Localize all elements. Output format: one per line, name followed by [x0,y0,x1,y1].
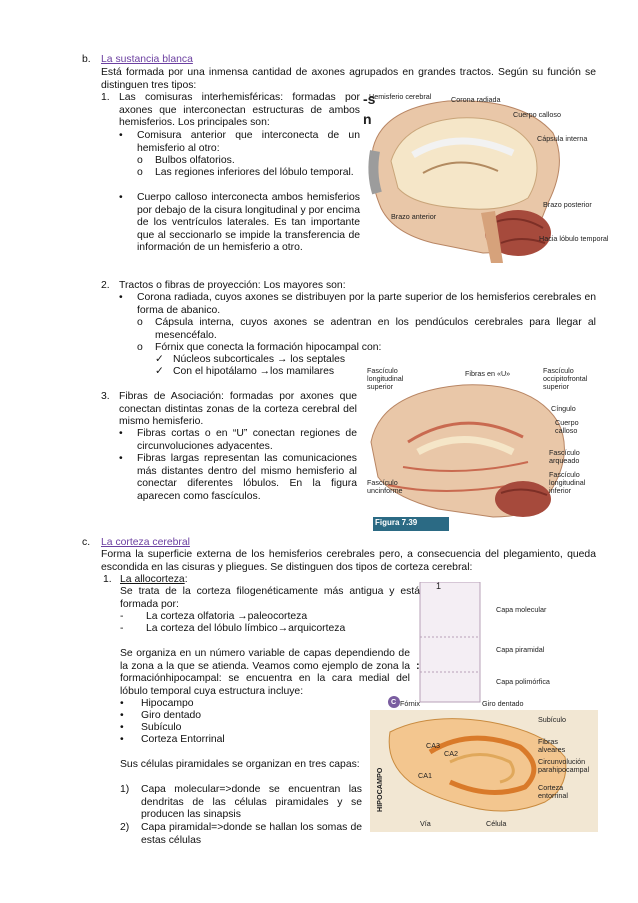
dash-icon: - [120,611,124,622]
panel-letter: C [391,697,397,706]
label-hacia-lobulo-temporal: Hacia lóbulo temporal [539,234,609,243]
fibras-cortas-text: Fibras cortas o en “U” conectan regiones de circunvoluciones adyacentes. [137,428,357,452]
bullet-icon: • [120,698,124,709]
label-corona-radiada: Corona radiada [451,95,501,104]
hipocampo-item: Hipocampo [141,698,194,709]
allocorteza-title-wrap [120,574,188,587]
bullet-icon: • [120,722,124,733]
label-brazo-anterior: Brazo anterior [391,212,437,221]
section-c-intro: Forma la superficie externa de los hemisferios cerebrales pero, a consecuencia del plegamiento, queda escondida en las cisuras y pliegues. Se distinguen dos tipos de corteza cerebral: [101,549,596,573]
sub-item-bulbos: Bulbos olfatorios. [155,155,235,166]
check-item-mamilares: Con el hipotálamo →los mamilares [173,366,335,377]
brain-illustration-1 [363,93,603,273]
formacion-hipocampal-text: Se organiza en un número variable de capas dependiendo de la zona a la que se atienda. Veamos como ejemplo de zona la formaciónhipocampal: se encuentra en la cara medial del lóbulo temporal cuya estructura incluye: [120,648,410,697]
label-via: Vía [420,819,431,828]
giro-dentado-item: Giro dentado [141,710,202,721]
label-capa-polimorfica: Capa polimórfica [496,677,550,686]
circle-bullet-icon: o [137,317,143,328]
brain-figure-2 [363,367,603,532]
brain-figure-1 [363,91,609,273]
figure-number-label: 1 [436,581,442,591]
dash-icon: - [120,623,124,634]
hippocampus-figure [370,582,600,834]
label-fasciculo-occipitofrontal: Fascículo occipitofrontal superior [543,366,588,391]
label-brazo-posterior: Brazo posterior [543,200,592,209]
label-ca3: CA3 [426,741,440,750]
cuerpo-calloso-text: Cuerpo calloso interconecta ambos hemisferios por debajo de la cisura longitudinal y por encima de los ventrículos laterales. Es tan importante que al seccionarlo se impide la transferencia de información de un hemisferio a otro. [137,192,360,254]
list-number: 1) [120,784,130,795]
item-2-number: 2. [101,280,110,291]
check-icon: ✓ [155,366,164,377]
label-cingulo: Cíngulo [551,404,576,413]
capsula-interna-text: Cápsula interna, cuyos axones se adentran en los pendúculos cerebrales para llegar al mesencéfalo. [155,317,596,341]
cropped-text: n [363,111,372,127]
capa-molecular-text: Capa molecular=>donde se encuentran las dendritas de las células piramidales y se producen las sinapsis [141,784,362,821]
sub-item-regiones: Las regiones inferiores del lóbulo temporal. [155,167,354,178]
bullet-icon: • [120,710,124,721]
allocorteza-colon: : [184,574,188,585]
bullet-icon: • [119,192,123,203]
allocorteza-text: Se trata de la corteza filogenéticamente más antigua y está formada por: [120,586,420,610]
bullet-icon: • [119,292,123,303]
check-icon: ✓ [155,354,164,365]
label-capa-piramidal: Capa piramidal [496,645,545,654]
label-hipocampo-vertical: HIPOCAMPO [375,767,384,812]
fibras-largas-text: Fibras largas representan las comunicaciones más distantes dentro del mismo hemisferio al conectar diferentes lóbulos. En la figura aparecen como fascículos. [137,453,357,502]
capa-piramidal-text: Capa piramidal=>donde se hallan los somas de estas células [141,822,362,846]
allocorteza-title: La allocorteza [120,574,185,585]
label-fasciculo-arqueado: Fascículo arqueado [549,448,580,465]
comisura-anterior-text: Comisura anterior que interconecta de un hemisferio al otro: [137,130,360,154]
label-fibras-alveares: Fibras alveares [538,737,566,754]
item-3-text: Fibras de Asociación: formadas por axones que conectan distintas zonas de la corteza cerebral del mismo hemisferio. [119,391,357,428]
bullet-icon: • [119,428,123,439]
label-circunvolucion-parahipocampal: Circunvolución parahipocampal [538,757,590,774]
corona-radiada-text: Corona radiada, cuyos axones se distribuyen por la parte superior de los hemisferios cerebrales en forma de abanico. [137,292,596,316]
fornix-text: Fórnix que conecta la formación hipocampal con: [155,342,382,353]
circle-bullet-icon: o [137,167,143,178]
corteza-entorrinal-item: Corteza Entorrinal [141,734,225,745]
item-1-text: Las comisuras interhemisféricas: formadas por axones que interconectan estructuras de ambos hemisferios. Los principales son: [119,92,360,129]
list-number: 2) [120,822,130,833]
label-giro-dentado: Giro dentado [482,699,524,708]
label-fasciculo-longitudinal-superior: Fascículo longitudinal superior [367,366,404,391]
label-capa-molecular: Capa molecular [496,605,547,614]
label-celula: Célula [486,819,507,828]
section-b-intro: Está formada por una inmensa cantidad de axones agrupados en grandes tractos. Según su función se distinguen tres tipos: [101,67,596,91]
bullet-icon: • [120,734,124,745]
circle-bullet-icon: o [137,342,143,353]
arquicorteza-item: La corteza del lóbulo límbico→arquicorteza [146,623,346,634]
section-b-title-link[interactable]: La sustancia blanca [101,54,193,65]
item-2-text: Tractos o fibras de proyección: Los mayores son: [119,280,346,291]
label-fibras-en-u: Fibras en «U» [465,369,511,378]
label-fornix: Fórnix [400,699,420,708]
paleocorteza-item: La corteza olfatoria →paleocorteza [146,611,308,622]
item-3-number: 3. [101,391,110,402]
label-fasciculo-uncinforme: Fascículo uncinforme [367,478,403,495]
bullet-icon: • [119,453,123,464]
item-1-number: 1. [101,92,110,103]
section-c-title-link[interactable]: La corteza cerebral [101,537,190,548]
circle-bullet-icon: o [137,155,143,166]
label-corteza-entorrinal: Corteza entorrinal [538,783,568,800]
section-b-marker: b. [82,54,91,65]
label-fasciculo-longitudinal-inferior: Fascículo longitudinal inferior [549,470,586,495]
cropped-text: -s [363,91,376,107]
label-hemisferio-cerebral: Hemisferio cerebral [369,92,432,101]
label-cuerpo-calloso: Cuerpo calloso [513,110,561,119]
label-subiculo: Subículo [538,715,566,724]
colon-mark: : [416,660,420,672]
label-ca1: CA1 [418,771,432,780]
check-item-septales: Núcleos subcorticales → los septales [173,354,346,365]
label-ca2: CA2 [444,749,458,758]
figure-caption: Figura 7.39 [375,518,418,527]
subiculo-item: Subículo [141,722,182,733]
celulas-piramidales-text: Sus células piramidales se organizan en tres capas: [120,759,360,770]
label-cuerpo-calloso-2: Cuerpo calloso [555,418,579,435]
label-capsula-interna: Cápsula interna [537,134,588,143]
allocorteza-number: 1. [103,574,112,585]
bullet-icon: • [119,130,123,141]
section-c-marker: c. [82,537,91,548]
